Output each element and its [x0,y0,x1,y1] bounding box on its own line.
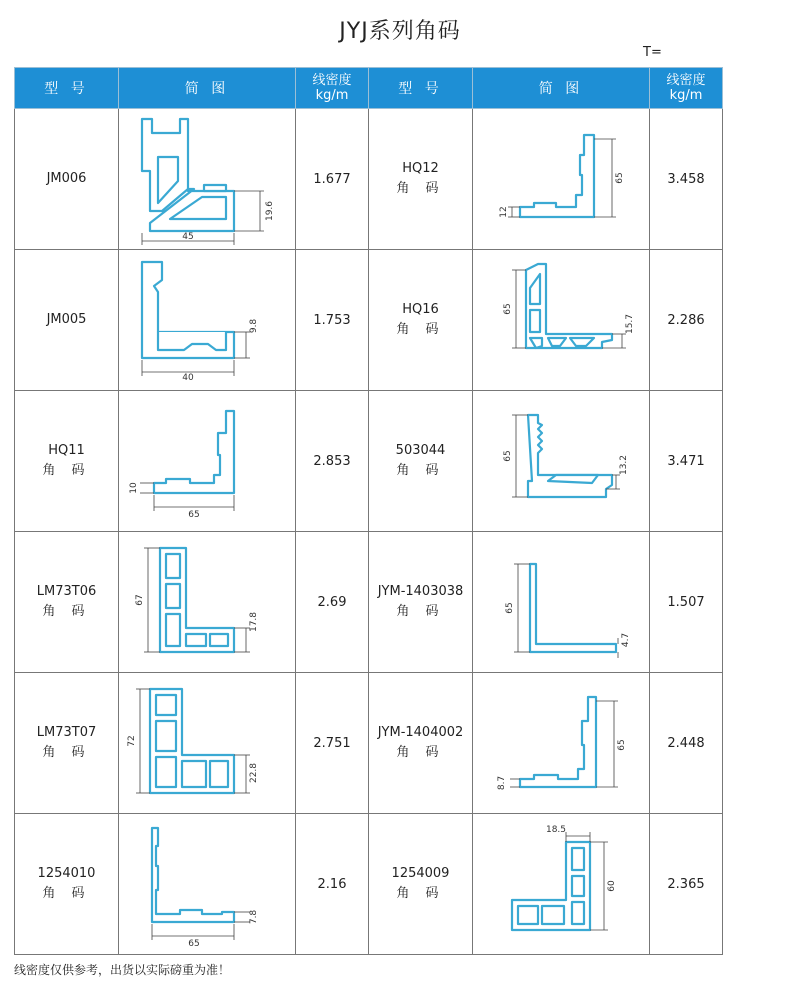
model-cell [369,109,473,250]
table-row [15,814,723,955]
header-density-label: 线密度 [666,73,706,88]
model-subtitle: 角 码 [42,463,91,478]
table-row [15,532,723,673]
dimension-label: 17.8 [249,611,259,633]
model-cell [15,391,119,532]
model-cell [15,250,119,391]
model-subtitle: 角 码 [42,886,91,901]
table-row [15,391,723,532]
figure-cell [473,250,650,391]
model-cell [15,814,119,955]
density-value: 2.69 [317,594,347,610]
density-value: 3.458 [667,171,705,187]
density-value: 1.677 [313,171,351,187]
header-model-right: 型 号 [369,68,473,109]
density-cell [650,532,723,673]
model-code: JYM-1404002 [377,725,464,740]
profile-drawing [476,816,646,952]
model-cell [369,532,473,673]
model-subtitle: 角 码 [42,745,91,760]
model-subtitle: 角 码 [396,745,445,760]
density-cell [296,673,369,814]
header-row [15,68,723,109]
density-cell [296,391,369,532]
model-subtitle: 角 码 [396,604,445,619]
header-density-unit: kg/m [669,88,703,103]
density-value: 1.753 [313,312,351,328]
profile-drawing [122,675,292,811]
dimension-label: 7.8 [249,909,259,925]
figure-cell [473,109,650,250]
density-cell [296,250,369,391]
figure-cell [119,109,296,250]
profile-drawing [122,111,292,247]
model-code: 1254010 [37,866,96,881]
dimension-label: 65 [503,450,513,462]
density-cell [296,109,369,250]
figure-cell [473,532,650,673]
header-density-left [296,68,369,109]
model-code: LM73T07 [36,725,97,740]
dimension-label: 12 [499,206,509,218]
dimension-label: 22.8 [249,762,259,784]
model-code: JYM-1403038 [377,584,464,599]
profile-table [14,67,723,955]
profile-drawing [122,252,292,388]
density-value: 2.286 [667,312,705,328]
model-code: HQ16 [402,302,439,317]
dimension-label: 4.7 [621,632,631,648]
dimension-label: 40 [182,373,194,383]
header-density-right [650,68,723,109]
dimension-label: 45 [182,232,194,242]
header-density-label: 线密度 [312,73,352,88]
figure-cell [119,532,296,673]
model-code: HQ12 [402,161,439,176]
dimension-label: 67 [135,594,145,606]
header-figure-left: 简 图 [119,68,296,109]
profile-drawing [122,393,292,529]
model-cell [369,814,473,955]
density-value: 2.365 [667,876,705,892]
footnote: 线密度仅供参考，出货以实际磅重为准！ [14,963,231,977]
model-cell [15,673,119,814]
dimension-label: 65 [503,303,513,315]
model-cell [369,391,473,532]
density-cell [650,109,723,250]
table-row [15,109,723,250]
density-cell [296,532,369,673]
model-cell [15,532,119,673]
density-value: 2.853 [313,453,351,469]
model-subtitle: 角 码 [396,322,445,337]
model-cell [369,673,473,814]
model-code: JM006 [46,171,87,186]
model-code: JM005 [46,312,87,327]
figure-cell [119,673,296,814]
model-subtitle: 角 码 [396,463,445,478]
dimension-label: 19.6 [265,200,275,222]
density-cell [296,814,369,955]
figure-cell [119,250,296,391]
dimension-label: 65 [615,172,625,184]
density-value: 1.507 [667,594,705,610]
density-cell [650,391,723,532]
model-cell [369,250,473,391]
dimension-label: 9.8 [249,318,259,334]
profile-drawing [122,816,292,952]
figure-cell [119,814,296,955]
dimension-label: 10 [129,482,139,494]
model-code: LM73T06 [36,584,97,599]
dimension-label: 15.7 [625,313,635,335]
model-subtitle: 角 码 [396,181,445,196]
page-title: JYJ系列角码 [339,19,461,44]
dimension-label: 65 [188,939,200,949]
figure-cell [119,391,296,532]
density-cell [650,250,723,391]
density-value: 2.751 [313,735,351,751]
model-cell [15,109,119,250]
model-subtitle: 角 码 [396,886,445,901]
density-value: 2.16 [317,876,347,892]
table-row [15,673,723,814]
dimension-label: 65 [505,602,515,614]
model-code: 503044 [395,443,446,458]
dimension-label: 72 [127,735,137,747]
header-figure-right: 简 图 [473,68,650,109]
density-value: 3.471 [667,453,705,469]
model-subtitle: 角 码 [42,604,91,619]
model-code: HQ11 [48,443,85,458]
figure-cell [473,673,650,814]
figure-cell [473,391,650,532]
header-density-unit: kg/m [315,88,349,103]
dimension-label: 65 [188,510,200,520]
density-cell [650,814,723,955]
dimension-label: 18.5 [545,825,567,835]
dimension-label: 60 [607,880,617,892]
dimension-label: 13.2 [619,454,629,476]
dimension-label: 8.7 [497,775,507,791]
table-row [15,250,723,391]
profile-drawing [122,534,292,670]
profile-drawing [476,111,646,247]
header-model-left: 型 号 [15,68,119,109]
density-value: 2.448 [667,735,705,751]
model-code: 1254009 [391,866,450,881]
density-cell [650,673,723,814]
profile-drawing [476,675,646,811]
thickness-mark: T= [643,45,662,60]
figure-cell [473,814,650,955]
dimension-label: 65 [617,739,627,751]
profile-drawing [476,534,646,670]
profile-drawing [476,252,646,388]
profile-drawing [476,393,646,529]
